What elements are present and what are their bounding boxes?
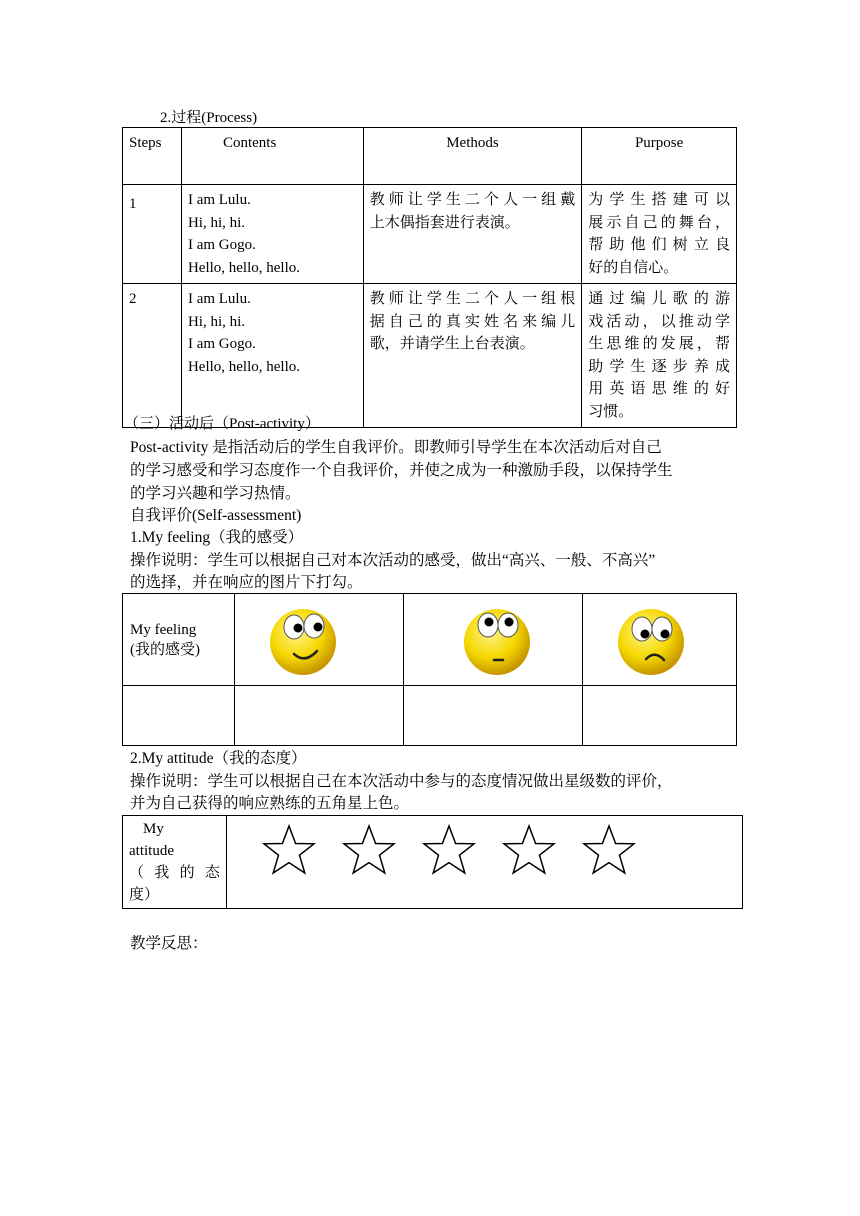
attitude-instruction: 并为自己获得的响应熟练的五角星上色。 — [130, 795, 410, 812]
attitude-table — [122, 815, 743, 909]
contents-cell: I am Lulu. Hi, hi, hi. I am Gogo. Hello, hello, hello. — [181, 185, 363, 284]
neutral-face-cell — [403, 594, 583, 686]
header-purpose: Purpose — [582, 128, 737, 185]
self-assessment-heading: 自我评价(Self-assessment) — [130, 507, 302, 524]
table-row — [123, 185, 737, 284]
attitude-row — [123, 816, 743, 909]
sad-face-cell — [583, 594, 737, 686]
table-header-row — [123, 128, 737, 185]
stars-cell — [226, 816, 742, 909]
feeling-table — [122, 593, 737, 746]
step-cell: 2 — [123, 284, 182, 428]
feeling-instruction: 操作说明：学生可以根据自己对本次活动的感受，做出“高兴、一般、不高兴” — [130, 552, 656, 569]
process-heading: 2.过程(Process) — [160, 110, 258, 126]
methods-cell: 教师让学生二个人一组戴 上木偶指套进行表演。 — [363, 185, 582, 284]
star-icon[interactable] — [501, 824, 557, 876]
teaching-reflection-label: 教学反思： — [130, 935, 208, 952]
contents-cell: I am Lulu. Hi, hi, hi. I am Gogo. Hello, hello, hello. — [181, 284, 363, 428]
methods-cell: 教师让学生二个人一组根 据自己的真实姓名来编儿 歌，并请学生上台表演。 — [363, 284, 582, 428]
feeling-instruction: 的选择，并在响应的图片下打勾。 — [130, 574, 363, 591]
star-icon[interactable] — [421, 824, 477, 876]
header-steps: Steps — [123, 128, 182, 185]
post-activity-para-line: Post-activity 是指活动后的学生自我评价。即教师引导学生在本次活动后对自己 — [130, 439, 662, 456]
star-icon[interactable] — [261, 824, 317, 876]
attitude-instruction: 操作说明：学生可以根据自己在本次活动中参与的态度情况做出星级数的评价， — [130, 773, 673, 790]
purpose-cell: 通过编儿歌的游 戏活动，以推动学 生思维的发展，帮 助学生逐步养成 用英语思维的好 习惯。 — [582, 284, 737, 428]
table-row — [123, 284, 737, 428]
happy-face-icon — [267, 604, 339, 676]
star-icon[interactable] — [581, 824, 637, 876]
header-contents: Contents — [181, 128, 363, 185]
attitude-heading: 2.My attitude（我的态度） — [130, 750, 307, 767]
neutral-face-icon — [461, 604, 533, 676]
post-activity-para-line: 的学习兴趣和学习热情。 — [130, 485, 301, 502]
neutral-check-cell[interactable] — [403, 686, 583, 746]
purpose-cell: 为学生搭建可以 展示自己的舞台， 帮助他们树立良 好的自信心。 — [582, 185, 737, 284]
feeling-check-label-cell — [123, 686, 235, 746]
feeling-faces-row — [123, 594, 737, 686]
attitude-label: My attitude （ 我 的 态 度） — [123, 816, 227, 909]
feeling-label: My feeling (我的感受) — [123, 594, 235, 686]
post-activity-para-line: 的学习感受和学习态度作一个自我评价，并使之成为一种激励手段，以保持学生 — [130, 462, 673, 479]
happy-face-cell — [234, 594, 403, 686]
sad-face-icon — [615, 604, 687, 676]
happy-check-cell[interactable] — [234, 686, 403, 746]
header-methods: Methods — [363, 128, 582, 185]
step-cell: 1 — [123, 185, 182, 284]
feeling-heading: 1.My feeling（我的感受） — [130, 529, 304, 546]
post-activity-heading: （三）活动后（Post-activity） — [124, 416, 320, 432]
sad-check-cell[interactable] — [583, 686, 737, 746]
process-table — [122, 127, 737, 428]
star-icon[interactable] — [341, 824, 397, 876]
feeling-check-row — [123, 686, 737, 746]
